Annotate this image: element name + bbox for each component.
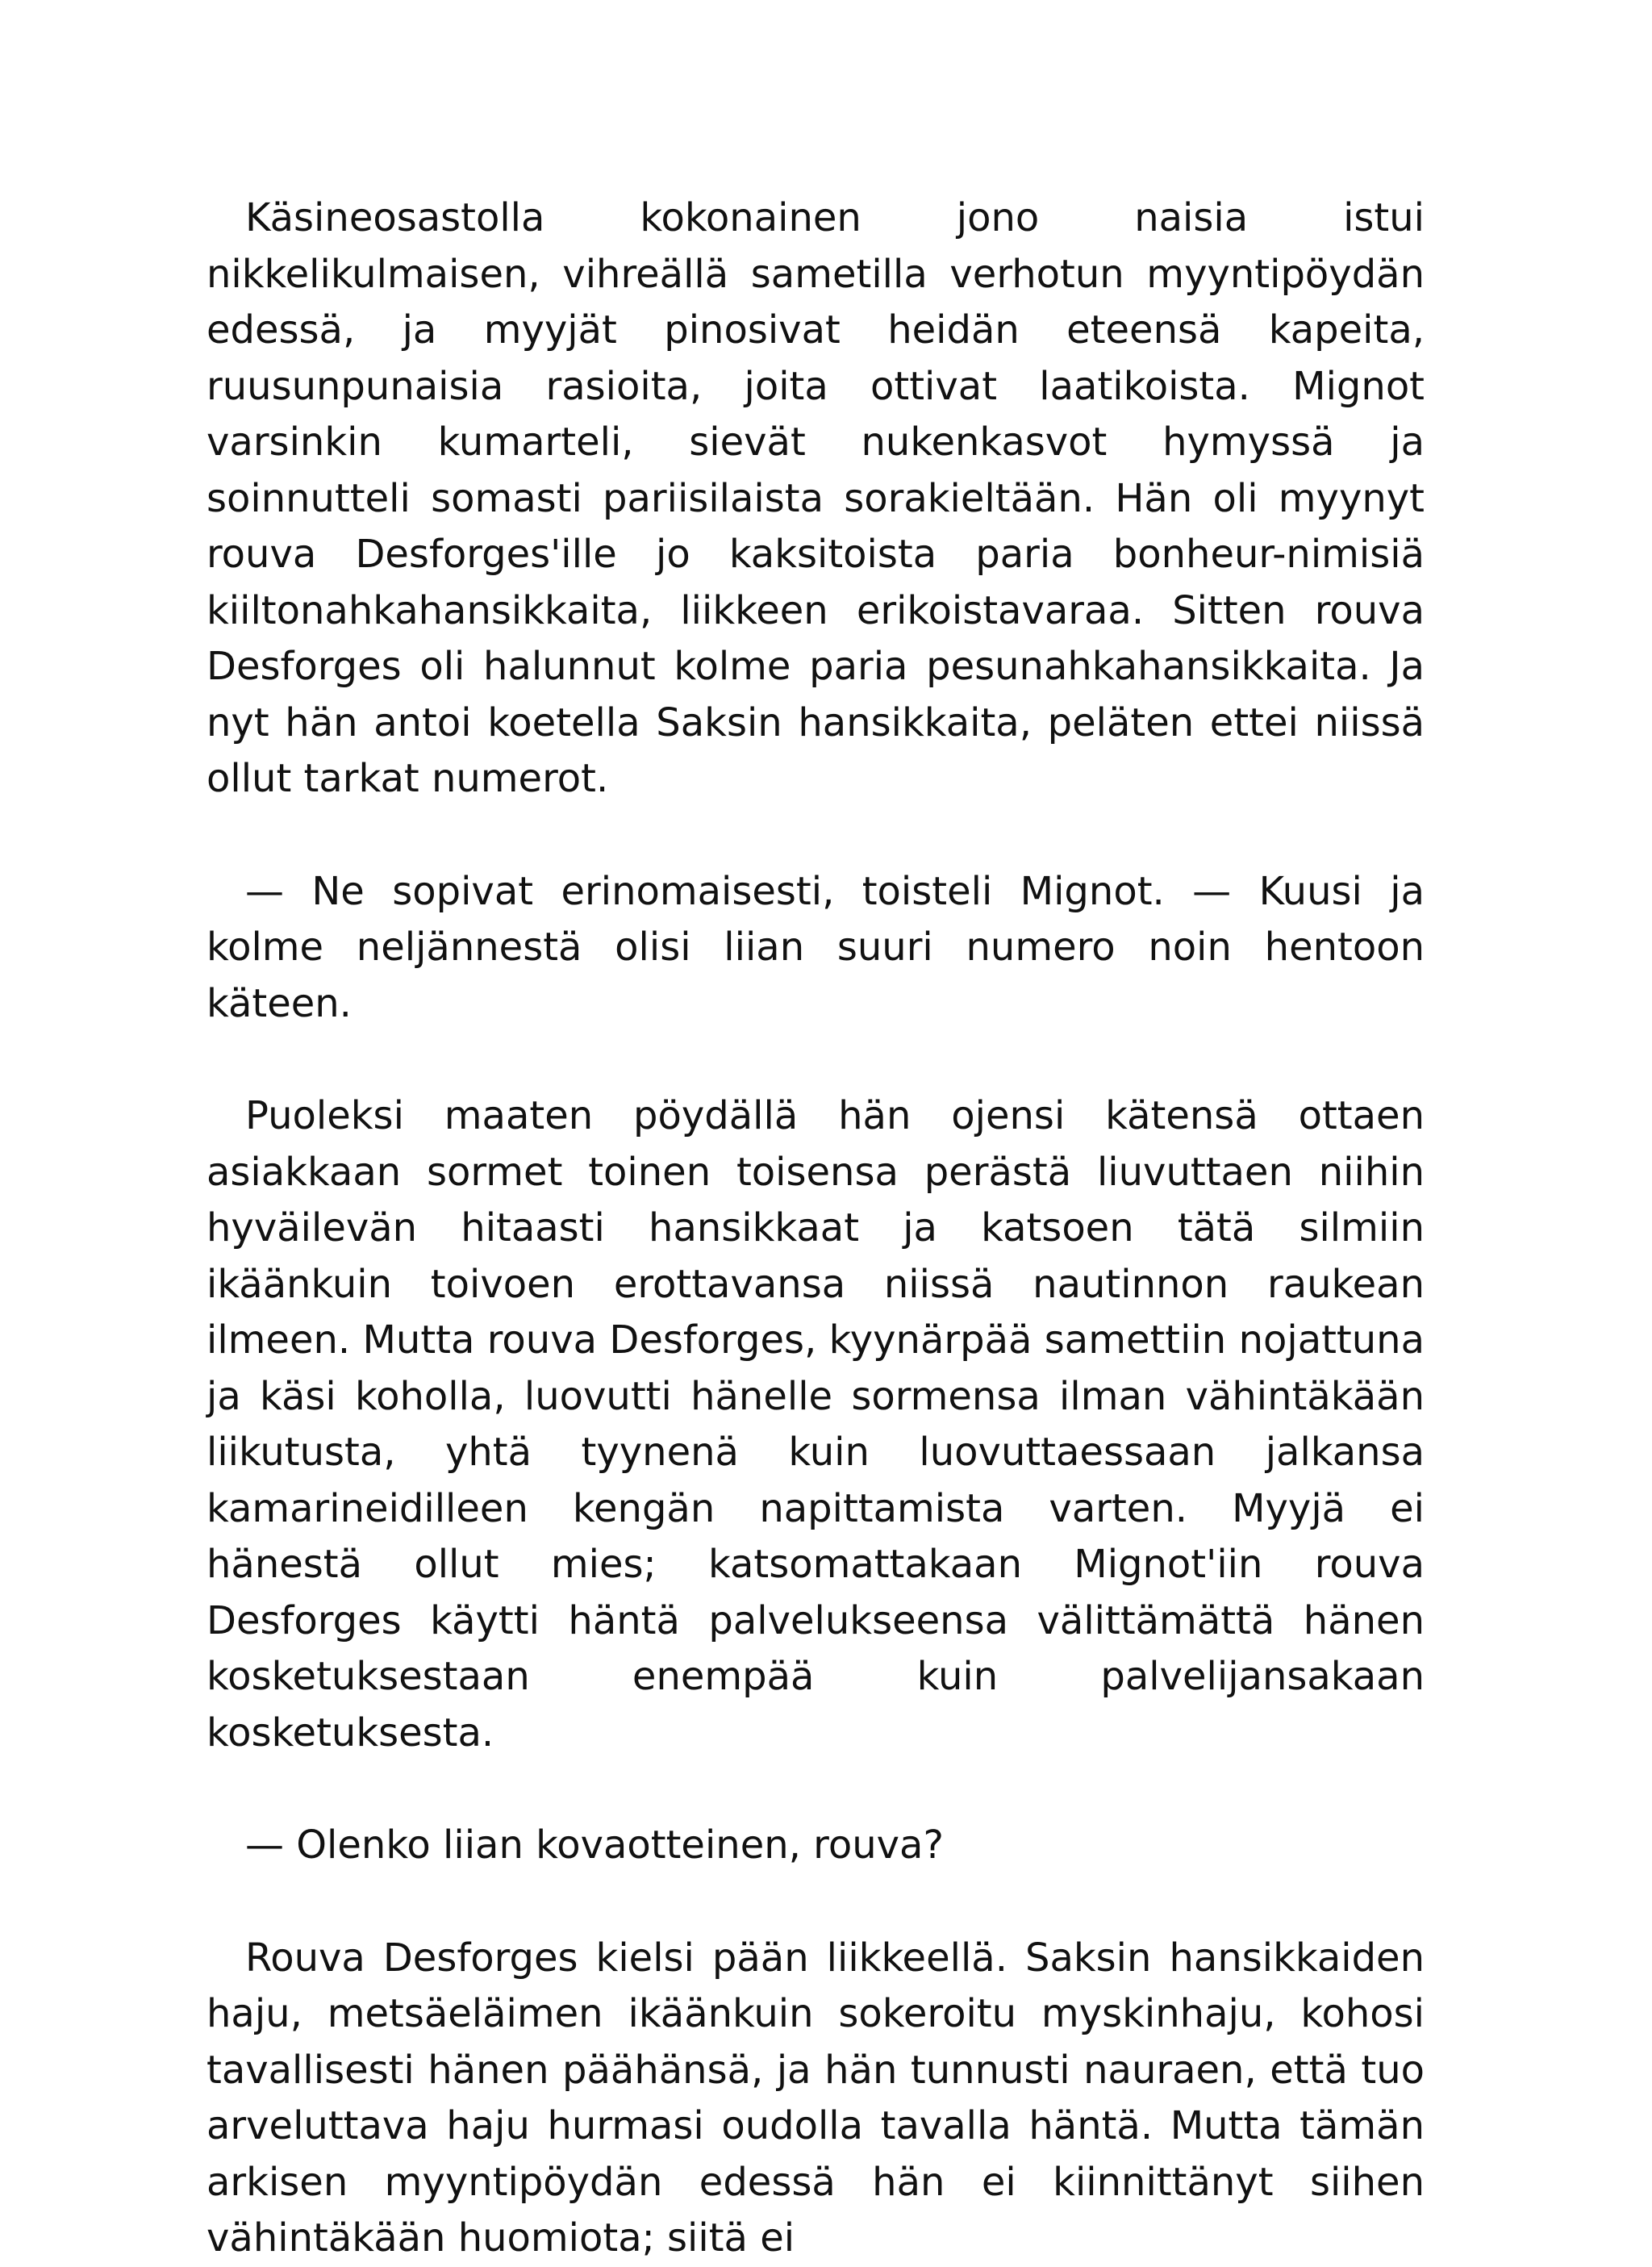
paragraph-5: Rouva Desforges kielsi pään liikkeellä. Saksin hansikkaiden haju, metsäeläimen ikäänkuin sokeroitu myskinhaju, kohosi tavallisesti hänen päähänsä, ja hän tunnusti nauraen, että tuo arveluttava haju hurmasi oudolla tavalla häntä. Mutta tämän arkisen myyntipöydän edessä hän ei kiinnittänyt siihen vähintäkään huomiota; siitä ei [206,1935,1425,2261]
paragraph-4: — Olenko liian kovaotteinen, rouva? [245,1822,944,1868]
paragraph-1: Käsineosastolla kokonainen jono naisia istui nikkelikulmaisen, vihreällä sametilla verhotun myyntipöydän edessä, ja myyjät pinosivat heidän eteensä kapeita, ruusunpunaisia rasioita, joita ottivat laatikoista. Mignot varsinkin kumarteli, sievät nukenkasvot hymyssä ja soinnutteli somasti pariisilaista sorakieltään. Hän oli myynyt rouva Desforges'ille jo kaksitoista paria bonheur-nimisiä kiiltonahkahansikkaita, liikkeen erikoistavaraa. Sitten rouva Desforges oli halunnut kolme paria pesunahkahansikkaita. Ja nyt hän antoi koetella Saksin hansikkaita, peläten ettei niissä ollut tarkat numerot. [206,195,1425,801]
page-body [206,190,1425,2267]
paragraph-3: Puoleksi maaten pöydällä hän ojensi kätensä ottaen asiakkaan sormet toinen toisensa perästä liuvuttaen niihin hyväilevän hitaasti hansikkaat ja katsoen tätä silmiin ikäänkuin toivoen erottavansa niissä nautinnon raukean ilmeen. Mutta rouva Desforges, kyynärpää samettiin nojattuna ja käsi koholla, luovutti hänelle sormensa ilman vähintäkään liikutusta, yhtä tyynenä kuin luovuttaessaan jalkansa kamarineidilleen kengän napittamista varten. Myyjä ei hänestä ollut mies; katsomattakaan Mignot'iin rouva Desforges käytti häntä palvelukseensa välittämättä hänen kosketuksestaan enempää kuin palvelijansakaan kosketuksesta. [206,1093,1425,1756]
paragraph-2: — Ne sopivat erinomaisesti, toisteli Mignot. — Kuusi ja kolme neljännestä olisi liian suuri numero noin hentoon käteen. [206,868,1425,1026]
